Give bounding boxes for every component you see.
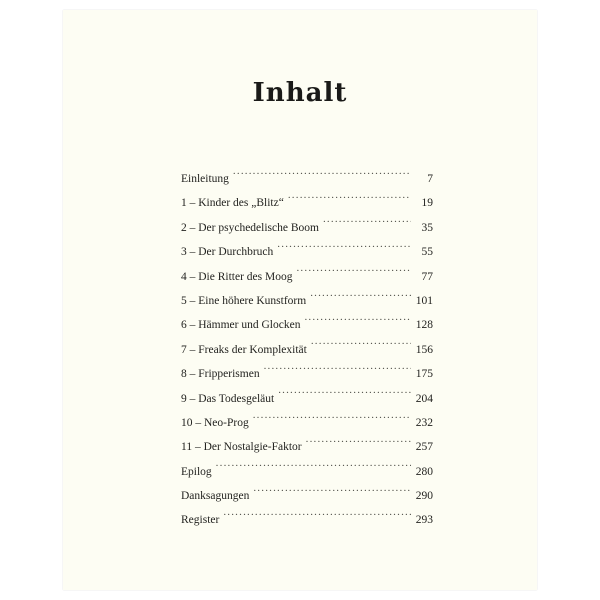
toc-entry-label: 4 – Die Ritter des Moog bbox=[181, 270, 293, 283]
page-title: Inhalt bbox=[252, 78, 348, 108]
toc-entry-page-number: 19 bbox=[421, 197, 433, 210]
toc-entry[interactable] bbox=[181, 338, 433, 362]
toc-entry-label: Epilog bbox=[181, 465, 212, 478]
toc-entry-label: 7 – Freaks der Komplexität bbox=[181, 343, 307, 356]
toc-leader-dots bbox=[278, 389, 411, 402]
toc-entry-page-number: 290 bbox=[415, 490, 433, 503]
toc-entry-label: 9 – Das Todesgeläut bbox=[181, 392, 275, 405]
toc-entry-label: 5 – Eine höhere Kunstform bbox=[181, 294, 307, 307]
toc-entry[interactable] bbox=[181, 362, 433, 386]
toc-entry-label: 8 – Fripperismen bbox=[181, 368, 260, 381]
toc-entry[interactable] bbox=[181, 484, 433, 508]
toc-leader-dots bbox=[223, 510, 411, 523]
toc-entry-label: 1 – Kinder des „Blitz“ bbox=[181, 197, 284, 210]
table-of-contents bbox=[181, 167, 433, 533]
toc-entry-label: 2 – Der psychedelische Boom bbox=[181, 221, 319, 234]
toc-leader-dots bbox=[323, 218, 411, 231]
toc-entry[interactable] bbox=[181, 313, 433, 337]
toc-entry[interactable] bbox=[181, 508, 433, 532]
toc-leader-dots bbox=[253, 486, 411, 499]
toc-entry[interactable] bbox=[181, 289, 433, 313]
toc-leader-dots bbox=[311, 340, 411, 353]
toc-leader-dots bbox=[216, 462, 411, 475]
toc-entry-page-number: 204 bbox=[415, 392, 433, 405]
toc-entry-label: Register bbox=[181, 514, 220, 527]
toc-entry[interactable] bbox=[181, 265, 433, 289]
toc-leader-dots bbox=[310, 291, 411, 304]
toc-entry-page-number: 7 bbox=[427, 173, 433, 185]
toc-entry-label: 11 – Der Nostalgie-Faktor bbox=[181, 441, 302, 454]
toc-entry[interactable] bbox=[181, 240, 433, 264]
toc-entry-page-number: 35 bbox=[421, 221, 433, 234]
toc-leader-dots bbox=[296, 267, 411, 280]
toc-leader-dots bbox=[304, 315, 411, 328]
toc-entry-page-number: 175 bbox=[415, 368, 433, 381]
toc-entry-page-number: 77 bbox=[421, 270, 433, 283]
toc-entry-label: 6 – Hämmer und Glocken bbox=[181, 319, 301, 332]
toc-leader-dots bbox=[253, 413, 411, 426]
toc-entry-label: 3 – Der Durchbruch bbox=[181, 246, 274, 259]
toc-entry-page-number: 232 bbox=[415, 416, 433, 429]
toc-leader-dots bbox=[277, 242, 411, 255]
toc-entry-page-number: 101 bbox=[415, 294, 433, 307]
toc-entry-page-number: 293 bbox=[415, 514, 433, 527]
toc-entry[interactable] bbox=[181, 167, 433, 191]
toc-entry-page-number: 257 bbox=[415, 441, 433, 454]
toc-entry-label: 10 – Neo-Prog bbox=[181, 416, 249, 429]
toc-entry-label: Danksagungen bbox=[181, 490, 250, 503]
toc-entry[interactable] bbox=[181, 435, 433, 459]
toc-leader-dots bbox=[288, 193, 411, 206]
toc-entry[interactable] bbox=[181, 191, 433, 215]
toc-leader-dots bbox=[306, 437, 411, 450]
toc-entry[interactable] bbox=[181, 411, 433, 435]
toc-entry-page-number: 128 bbox=[415, 319, 433, 332]
toc-entry-label: Einleitung bbox=[181, 173, 229, 185]
toc-entry[interactable] bbox=[181, 387, 433, 411]
toc-entry-page-number: 280 bbox=[415, 465, 433, 478]
toc-entry[interactable] bbox=[181, 460, 433, 484]
book-page bbox=[63, 10, 537, 590]
toc-entry-page-number: 55 bbox=[421, 246, 433, 259]
toc-entry-page-number: 156 bbox=[415, 343, 433, 356]
toc-leader-dots bbox=[264, 364, 411, 377]
toc-entry[interactable] bbox=[181, 216, 433, 240]
toc-leader-dots bbox=[233, 169, 411, 182]
